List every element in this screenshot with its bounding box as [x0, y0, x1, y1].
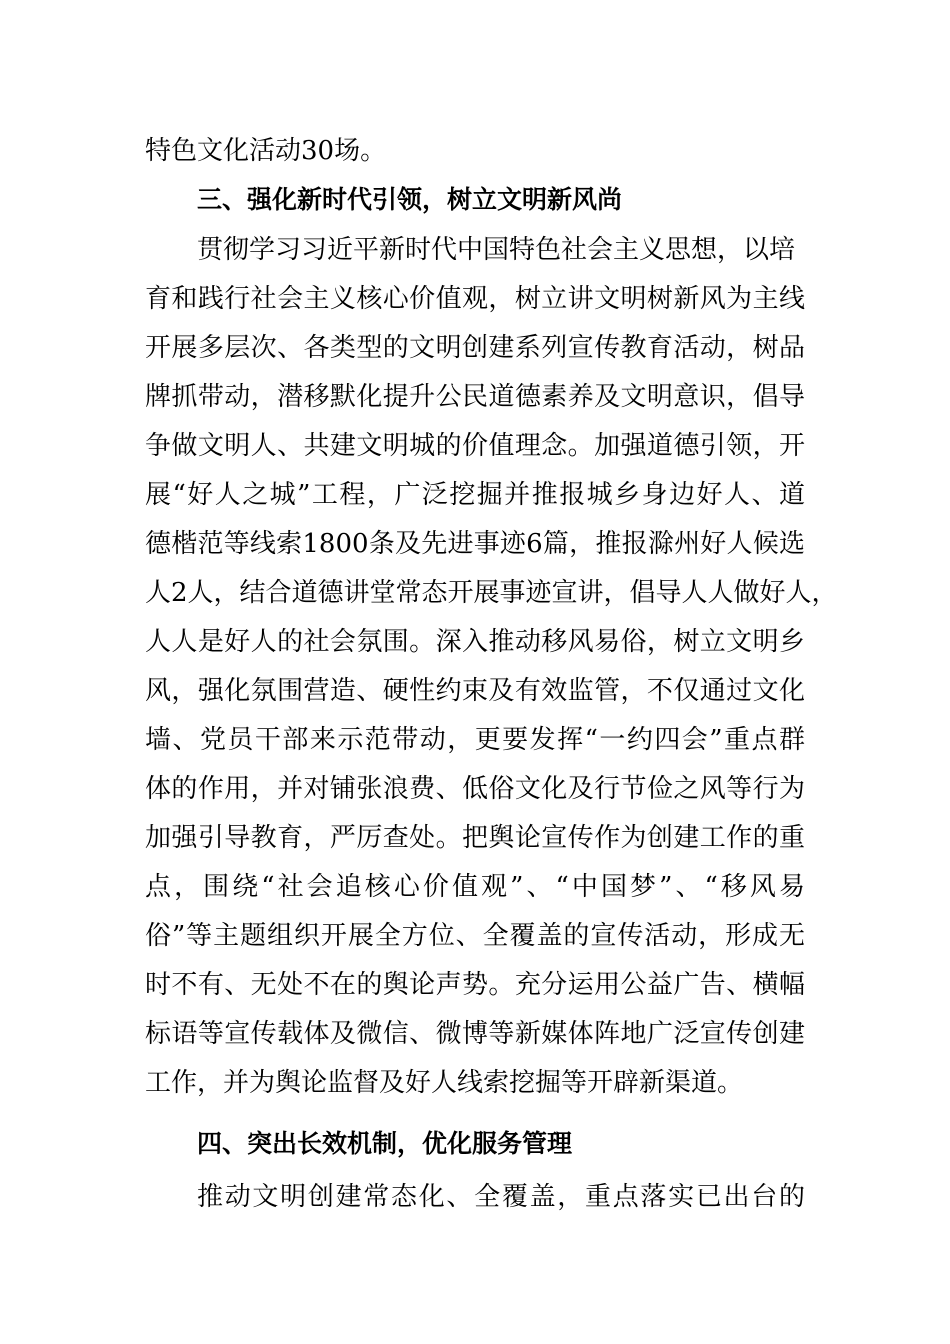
- paragraph-line-18: 时不有、无处不在的舆论声势。充分运用公益广告、横幅: [145, 970, 805, 1000]
- paragraph-line-9: 德楷范等线索1800条及先进事迹6篇，推报滁州好人候选: [145, 529, 805, 559]
- paragraph-line-14: 体的作用，并对铺张浪费、低俗文化及行节俭之风等行为: [145, 774, 805, 804]
- paragraph-line-1: 特色文化活动30场。: [145, 136, 387, 166]
- section-heading-4: 四、突出长效机制，优化服务管理: [197, 1129, 573, 1158]
- paragraph-line-5: 开展多层次、各类型的文明创建系列宣传教育活动，树品: [145, 333, 805, 363]
- paragraph-line-15: 加强引导教育，严厉查处。把舆论宣传作为创建工作的重: [145, 823, 805, 853]
- paragraph-line-7: 争做文明人、共建文明城的价值理念。加强道德引领，开: [145, 431, 805, 461]
- paragraph-line-19: 标语等宣传载体及微信、微博等新媒体阵地广泛宣传创建: [145, 1019, 805, 1049]
- section-heading-3: 三、强化新时代引领，树立文明新风尚: [197, 185, 623, 214]
- paragraph-line-10: 人2人，结合道德讲堂常态开展事迹宣讲，倡导人人做好人，: [145, 578, 838, 608]
- paragraph-line-22: 推动文明创建常态化、全覆盖，重点落实已出台的: [197, 1182, 805, 1212]
- paragraph-line-6: 牌抓带动，潜移默化提升公民道德素养及文明意识，倡导: [145, 382, 805, 412]
- paragraph-line-13: 墙、党员干部来示范带动，更要发挥“一约四会”重点群: [145, 725, 805, 755]
- paragraph-line-4: 育和践行社会主义核心价值观，树立讲文明树新风为主线: [145, 284, 805, 314]
- paragraph-line-11: 人人是好人的社会氛围。深入推动移风易俗，树立文明乡: [145, 627, 805, 657]
- paragraph-line-17: 俗”等主题组织开展全方位、全覆盖的宣传活动，形成无: [145, 921, 805, 951]
- paragraph-line-20: 工作，并为舆论监督及好人线索挖掘等开辟新渠道。: [145, 1068, 744, 1098]
- paragraph-line-16: 点，围绕“社会追核心价值观”、“中国梦”、“移风易: [145, 872, 805, 902]
- paragraph-line-12: 风，强化氛围营造、硬性约束及有效监管，不仅通过文化: [145, 676, 805, 706]
- paragraph-line-3: 贯彻学习习近平新时代中国特色社会主义思想，以培: [197, 235, 796, 265]
- paragraph-line-8: 展“好人之城”工程，广泛挖掘并推报城乡身边好人、道: [145, 480, 805, 510]
